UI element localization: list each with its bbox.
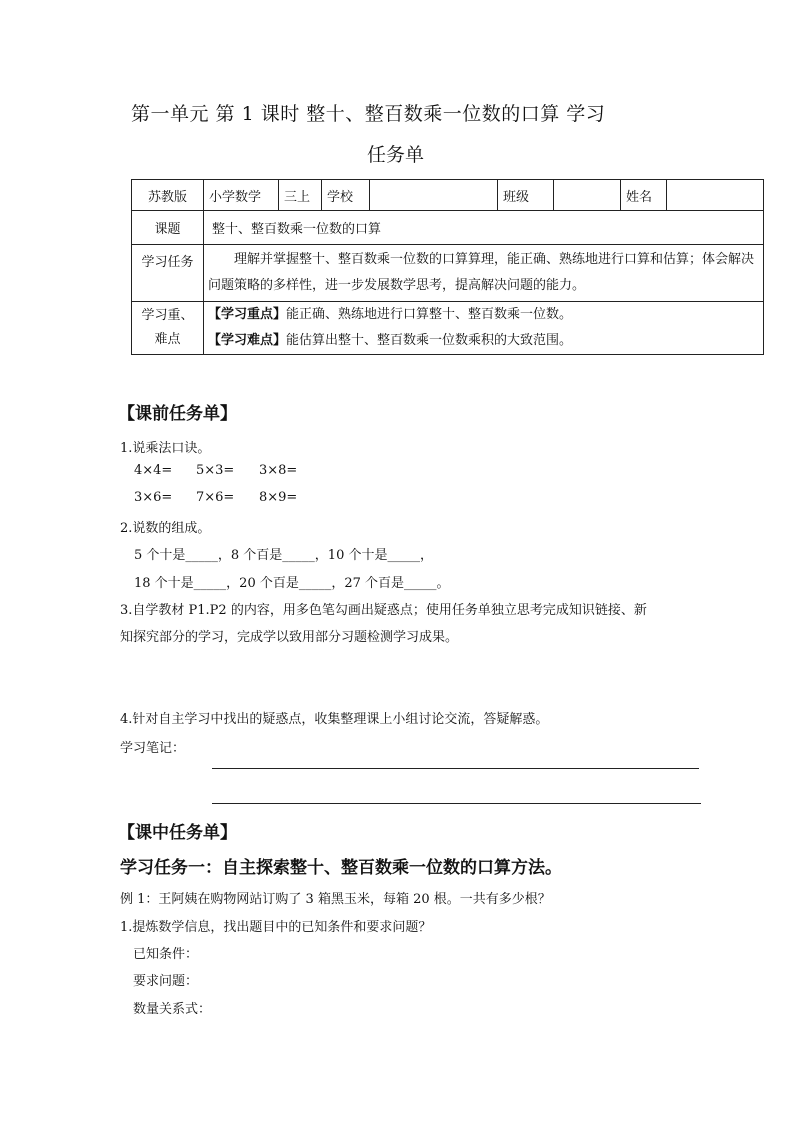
difficult-point-tag: 【学习难点】 — [208, 333, 287, 348]
keypoints-label-line2: 难点 — [154, 332, 181, 347]
subject-cell: 小学数学 — [204, 180, 279, 211]
key-point-tag: 【学习重点】 — [208, 307, 287, 322]
info-row-header — [132, 180, 764, 211]
class-field[interactable] — [554, 180, 621, 211]
name-field[interactable] — [667, 180, 764, 211]
task-description-text: 理解并掌握整十、整百数乘一位数的口算算理，能正确、熟练地进行口算和估算；体会解决问题策略的多样性，进一步发展数学思考，提高解决问题的能力。 — [208, 252, 755, 293]
difficult-point-text: 能估算出整十、整百数乘一位数乘积的大致范围。 — [286, 333, 573, 348]
q1-item-5: 7×6= — [196, 490, 235, 505]
example-1: 例 1：王阿姨在购物网站订购了 3 箱黑玉米，每箱 20 根。一共有多少根？ — [120, 892, 551, 907]
topic-label: 课题 — [132, 211, 204, 245]
name-label: 姓名 — [621, 180, 667, 211]
task-label: 学习任务 — [132, 245, 204, 302]
grade-cell: 三上 — [279, 180, 322, 211]
keypoints-label — [132, 302, 204, 355]
info-row-task — [132, 245, 764, 302]
pre-q2: 2.说数的组成。 — [120, 521, 211, 536]
in-class-heading: 【课中任务单】 — [118, 823, 237, 843]
notes-line-2[interactable] — [212, 803, 701, 804]
difficult-point-line — [208, 328, 758, 354]
relation-formula-label: 数量关系式： — [133, 1002, 212, 1017]
notes-label: 学习笔记： — [120, 741, 186, 756]
notes-line-1[interactable] — [212, 768, 699, 769]
pre-q3-line2: 知探究部分的学习，完成学以致用部分习题检测学习成果。 — [120, 630, 459, 645]
keypoints-content — [204, 302, 764, 355]
pre-class-heading: 【课前任务单】 — [118, 404, 237, 424]
keypoints-label-line1: 学习重、 — [141, 308, 194, 323]
class-label: 班级 — [498, 180, 554, 211]
pre-q3-line1: 3.自学教材 P1.P2 的内容，用多色笔勾画出疑惑点；使用任务单独立思考完成知识链接、新 — [120, 603, 647, 618]
topic-value: 整十、整百数乘一位数的口算 — [204, 211, 764, 245]
question-label: 要求问题： — [133, 974, 199, 989]
school-field[interactable] — [370, 180, 498, 211]
info-row-topic — [132, 211, 764, 245]
q1-item-1: 4×4= — [134, 463, 173, 478]
q1-item-2: 5×3= — [196, 463, 235, 478]
task1-heading: 学习任务一：自主探索整十、整百数乘一位数的口算方法。 — [120, 858, 562, 878]
key-point-text: 能正确、熟练地进行口算整十、整百数乘一位数。 — [286, 307, 573, 322]
q1-item-4: 3×6= — [134, 490, 173, 505]
q1-item-6: 8×9= — [259, 490, 298, 505]
document-title-line1: 第一单元 第 1 课时 整十、整百数乘一位数的口算 学习 — [131, 103, 606, 125]
edition-cell: 苏教版 — [132, 180, 204, 211]
q2-row-2: 18 个十是_____，20 个百是_____，27 个百是_____。 — [134, 576, 450, 591]
known-conditions-label: 已知条件： — [133, 947, 199, 962]
info-row-keypoints — [132, 302, 764, 355]
q2-row-1: 5 个十是_____，8 个百是_____，10 个十是_____， — [134, 548, 433, 563]
q1-item-3: 3×8= — [259, 463, 298, 478]
school-label: 学校 — [322, 180, 370, 211]
document-title-line2: 任务单 — [367, 144, 425, 166]
task-description — [204, 245, 764, 302]
info-table — [131, 179, 764, 355]
key-point-line — [208, 302, 758, 328]
pre-q4: 4.针对自主学习中找出的疑惑点，收集整理课上小组讨论交流，答疑解惑。 — [120, 712, 549, 727]
pre-q1: 1.说乘法口诀。 — [120, 441, 211, 456]
in-q1: 1.提炼数学信息，找出题目中的已知条件和要求问题？ — [120, 920, 432, 935]
